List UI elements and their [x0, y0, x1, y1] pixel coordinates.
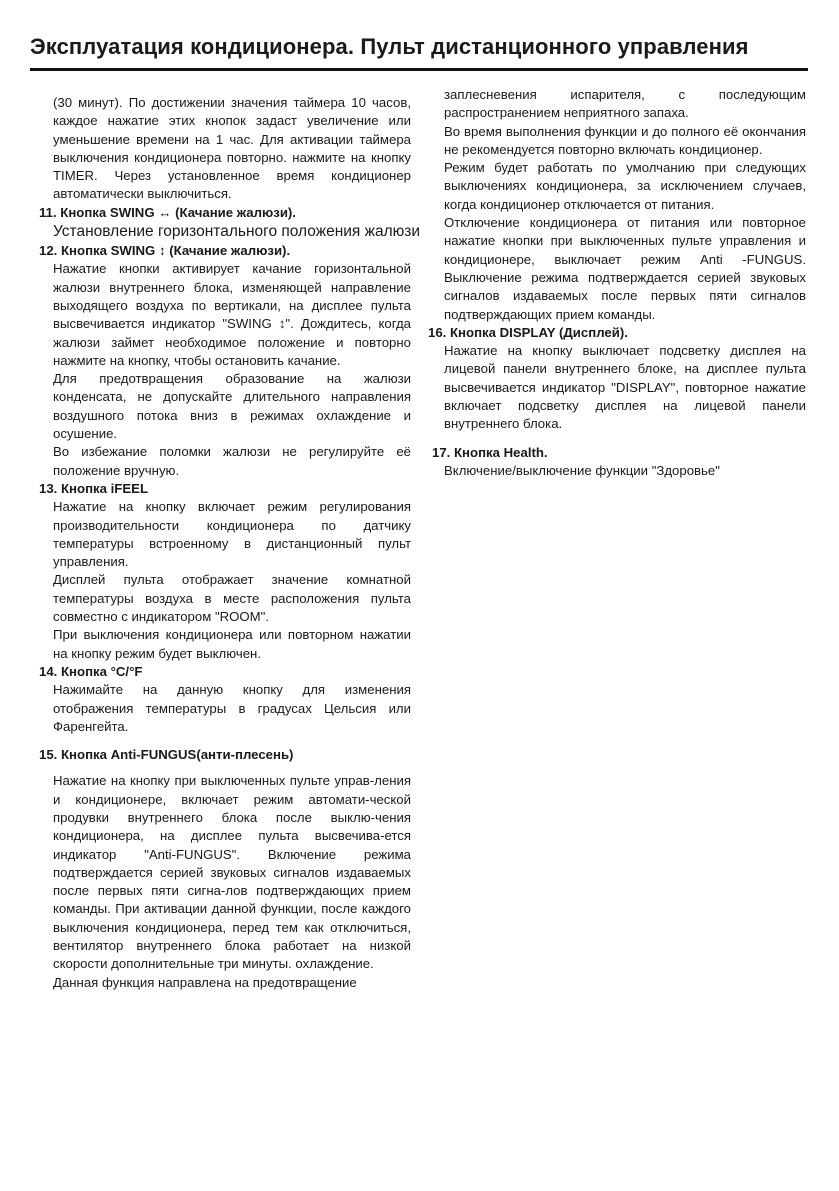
section-15-heading: 15. Кнопка Anti-FUNGUS(анти-плесень) [39, 747, 294, 763]
section-13-p3: При выключения кондиционера или повторном нажатии на кнопку режим будет выключен. [53, 627, 411, 661]
section-12-heading: 12. Кнопка SWING ↕ (Качание жалюзи). [39, 243, 291, 259]
continuation-p1: заплесневения испарителя, с последующим распространением неприятного запаха. [444, 87, 806, 121]
continuation-p3: Режим будет работать по умолчанию при следующих выключениях кондиционера, за исключением случаев, когда кондиционер отключается от питания. [444, 160, 806, 212]
section-16-heading: 16. Кнопка DISPLAY (Дисплей). [428, 324, 628, 340]
left-column [39, 94, 421, 992]
spacer [428, 434, 806, 444]
section-12-p2: Для предотвращения образование на жалюзи конденсата, не допускайте длительного направления воздушного потока вниз в режимах охлаждение и осушение. [53, 371, 411, 442]
section-12-p3: Во избежание поломки жалюзи не регулируйте её положение вручную. [53, 444, 411, 478]
continuation-p4: Отключение кондиционера от питания или повторное нажатие кнопки при выключенных пульте управления и кондиционере, выключает режим Anti -FUNGUS. Выключение режима подтверждается серией звуковых сигналов издаваемых после первых пяти сигналов подтверждающих прием команды. [444, 215, 806, 322]
section-17-p1: Включение/выключение функции "Здоровье" [444, 462, 720, 478]
page-header [30, 34, 810, 60]
section-15-p1: Нажатие на кнопку при выключенных пульте управ-ления и кондиционере, включает режим автомати-ческой продувки внутреннего блока после выклю-чения кондиционера, на дисплее пульта высвечива-ется индикатор "Anti-FUNGUS". Включение режима подтверждается серией звуковых сигналов издаваемых после первых пяти сигна-лов подтверждающих прием команды. При активации данной функции, после каждого выключения кондиционера, перед тем как отключиться, вентилятор внутреннего блока работает на низкой скорости дополнительные три минуты. охлаждение. [53, 773, 411, 972]
section-15-p2: Данная функция направлена на предотвращение [53, 974, 357, 990]
continuation-p2: Во время выполнения функции и до полного её окончания не рекомендуется повторно включать кондиционер. [444, 123, 806, 157]
intro-paragraph: (30 минут). По достижении значения таймера 10 часов, каждое нажатие этих кнопок задаст увеличение или уменьшение времени на 1 час. Для активации таймера выключения кондиционера повторно. нажмите на кнопку TIMER. Через установленное время кондиционер автоматически выключиться. [53, 95, 411, 202]
section-13-heading: 13. Кнопка iFEEL [39, 480, 148, 496]
spacer [39, 736, 411, 746]
page-title: Эксплуатация кондиционера. Пульт дистанционного управления [30, 34, 749, 59]
section-14-heading: 14. Кнопка °C/°F [39, 663, 143, 679]
section-13-p2: Дисплей пульта отображает значение комнатной температуры воздуха в месте расположения пульта совместно с индикатором "ROOM". [53, 572, 411, 625]
section-13-p1: Нажатие на кнопку включает режим регулирования производительности кондиционера по датчику температуры встроенному в дистанционный пульт управления. [53, 499, 411, 570]
section-11-heading: 11. Кнопка SWING ↔ (Качание жалюзи). [39, 204, 296, 220]
section-11-text: Установление горизонтального положения жалюзи [53, 223, 421, 241]
header-rule [30, 68, 808, 71]
section-16-p1: Нажатие на кнопку выключает подсветку дисплея на лицевой панели внутреннего блоке, на дисплее пульта высвечивается индикатор "DISPLAY", повторное нажатие включает подсветку дисплея на лицевой панели внутреннего блока. [444, 343, 806, 432]
section-12-p1: Нажатие кнопки активирует качание горизонтальной жалюзи внутреннего блока, изменяющей направление выходящего воздуха по вертикали, на дисплее пульта высвечивается индикатор "SWING ↕". Дождитесь, когда жалюзи займет необходимое положение и повторно нажмите на кнопку, чтобы остановить качание. [53, 261, 411, 368]
spacer [39, 764, 411, 772]
section-14-p1: Нажимайте на данную кнопку для изменения отображения температуры в градусах Цельсия или Фаренгейта. [53, 682, 411, 734]
right-column [428, 86, 806, 480]
section-17-heading: 17. Кнопка Health. [432, 444, 548, 460]
